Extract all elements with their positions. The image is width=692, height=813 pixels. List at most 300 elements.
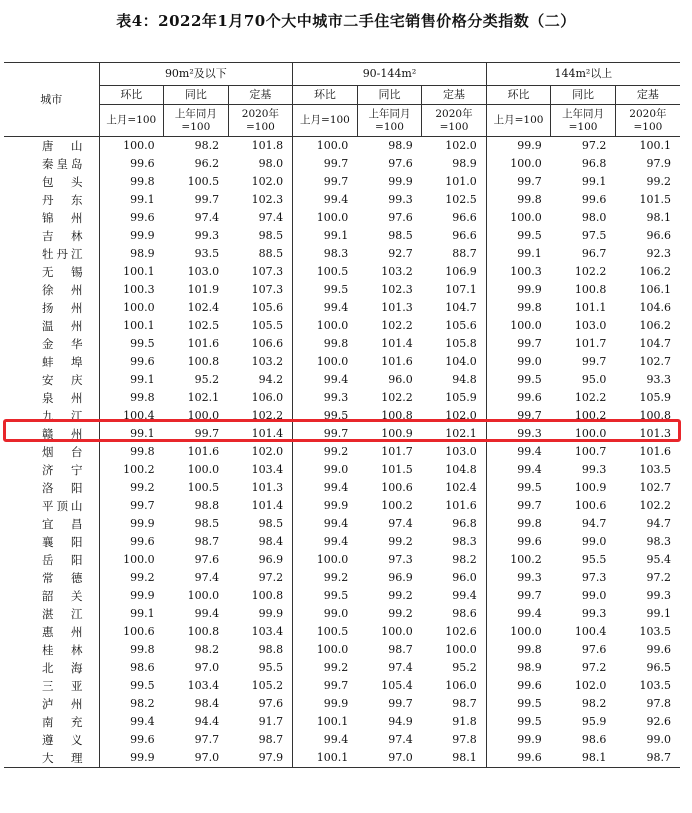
value-cell: 98.2	[130, 697, 155, 710]
highlight-box	[3, 419, 681, 442]
value-cell: 102.3	[228, 191, 293, 209]
value-cell: 100.0	[510, 625, 542, 638]
value-cell: 99.2	[388, 589, 413, 602]
base-header-2020: 2020年=100	[615, 105, 680, 137]
value-cell: 99.7	[517, 589, 542, 602]
value-cell: 101.1	[574, 301, 607, 314]
value-cell: 97.8	[422, 731, 487, 749]
value-cell: 94.2	[228, 371, 293, 389]
value-cell: 101.3	[228, 479, 293, 497]
value-cell: 99.9	[517, 733, 542, 746]
value-cell: 97.2	[581, 661, 607, 674]
value-cell: 100.3	[510, 265, 542, 278]
value-cell: 99.3	[646, 589, 671, 602]
value-cell: 102.2	[381, 391, 413, 404]
value-cell: 100.8	[228, 587, 293, 605]
value-cell: 102.2	[574, 265, 607, 278]
group-header-large: 144m²以上	[486, 63, 680, 86]
value-cell: 102.3	[381, 283, 413, 296]
city-cell: 包头	[4, 173, 99, 191]
value-cell: 99.3	[517, 427, 542, 440]
value-cell: 98.9	[517, 661, 542, 674]
value-cell: 98.3	[646, 535, 671, 548]
value-cell: 97.5	[581, 229, 607, 242]
value-cell: 105.9	[422, 389, 487, 407]
sub-header-fixed-base: 定基	[422, 86, 487, 105]
value-cell: 91.7	[228, 713, 293, 731]
value-cell: 102.4	[187, 301, 220, 314]
city-cell: 无锡	[4, 263, 99, 281]
value-cell: 99.5	[517, 715, 542, 728]
value-cell: 99.0	[646, 733, 671, 746]
value-cell: 98.4	[228, 533, 293, 551]
value-cell: 99.4	[323, 193, 349, 206]
value-cell: 101.6	[639, 445, 671, 458]
value-cell: 93.3	[646, 373, 671, 386]
value-cell: 99.8	[517, 193, 542, 206]
value-cell: 100.8	[574, 283, 607, 296]
value-cell: 107.1	[422, 281, 487, 299]
value-cell: 98.0	[228, 155, 293, 173]
value-cell: 102.0	[228, 173, 293, 191]
city-cell: 牡丹江	[4, 245, 99, 263]
city-cell: 常德	[4, 569, 99, 587]
value-cell: 100.9	[381, 427, 413, 440]
base-header-last-year: 上年同月=100	[357, 105, 422, 137]
value-cell: 103.2	[381, 265, 413, 278]
value-cell: 99.4	[323, 301, 349, 314]
table-row	[4, 263, 680, 281]
value-cell: 100.6	[123, 625, 155, 638]
value-cell: 102.0	[228, 443, 293, 461]
value-cell: 98.2	[194, 643, 220, 656]
table-row	[4, 605, 680, 623]
value-cell: 96.7	[581, 247, 607, 260]
value-cell: 99.3	[194, 229, 220, 242]
value-cell: 99.4	[194, 607, 220, 620]
value-cell: 102.7	[639, 355, 671, 368]
city-cell: 洛阳	[4, 479, 99, 497]
group-header-small: 90m²及以下	[99, 63, 293, 86]
value-cell: 100.5	[187, 481, 220, 494]
value-cell: 102.0	[422, 137, 487, 156]
table-row	[4, 551, 680, 569]
value-cell: 99.9	[517, 283, 542, 296]
value-cell: 99.5	[130, 679, 155, 692]
value-cell: 106.0	[422, 677, 487, 695]
value-cell: 94.9	[388, 715, 413, 728]
value-cell: 98.5	[194, 517, 220, 530]
value-cell: 99.7	[130, 499, 155, 512]
sub-header-fixed-base: 定基	[615, 86, 680, 105]
value-cell: 99.6	[130, 211, 155, 224]
value-cell: 98.6	[581, 733, 607, 746]
value-cell: 99.3	[388, 193, 413, 206]
value-cell: 105.6	[228, 299, 293, 317]
value-cell: 99.8	[130, 643, 155, 656]
value-cell: 100.0	[123, 553, 155, 566]
table-row	[4, 209, 680, 227]
table-row	[4, 335, 680, 353]
city-cell: 泸州	[4, 695, 99, 713]
price-index-table	[4, 62, 680, 768]
city-cell: 三亚	[4, 677, 99, 695]
value-cell: 97.6	[194, 553, 220, 566]
value-cell: 97.6	[228, 695, 293, 713]
value-cell: 96.9	[228, 551, 293, 569]
value-cell: 99.7	[194, 427, 220, 440]
value-cell: 100.2	[574, 409, 607, 422]
value-cell: 99.6	[130, 733, 155, 746]
base-header-last-month: 上月=100	[293, 105, 358, 137]
value-cell: 99.5	[323, 283, 349, 296]
value-cell: 99.2	[130, 481, 155, 494]
value-cell: 97.4	[388, 733, 413, 746]
value-cell: 100.8	[187, 625, 220, 638]
value-cell: 100.0	[123, 139, 155, 152]
value-cell: 99.8	[130, 445, 155, 458]
value-cell: 97.3	[581, 571, 607, 584]
city-cell: 济宁	[4, 461, 99, 479]
value-cell: 100.0	[574, 427, 607, 440]
value-cell: 99.6	[581, 193, 607, 206]
value-cell: 96.8	[581, 157, 607, 170]
value-cell: 97.4	[228, 209, 293, 227]
value-cell: 97.9	[646, 157, 671, 170]
city-cell: 平顶山	[4, 497, 99, 515]
city-cell: 金华	[4, 335, 99, 353]
base-header-last-month: 上月=100	[486, 105, 551, 137]
value-cell: 98.1	[422, 749, 487, 768]
value-cell: 106.6	[228, 335, 293, 353]
value-cell: 97.4	[388, 517, 413, 530]
city-cell: 唐山	[4, 137, 99, 156]
value-cell: 99.0	[581, 535, 607, 548]
value-cell: 88.5	[228, 245, 293, 263]
value-cell: 100.0	[316, 319, 349, 332]
value-cell: 99.9	[130, 589, 155, 602]
value-cell: 96.9	[388, 571, 413, 584]
value-cell: 98.2	[581, 697, 607, 710]
value-cell: 99.7	[581, 355, 607, 368]
value-cell: 104.7	[422, 299, 487, 317]
value-cell: 101.5	[639, 193, 671, 206]
value-cell: 97.6	[581, 643, 607, 656]
value-cell: 99.7	[323, 157, 349, 170]
value-cell: 99.6	[486, 749, 551, 768]
value-cell: 103.4	[228, 623, 293, 641]
value-cell: 97.4	[194, 571, 220, 584]
sub-header-yoy: 同比	[164, 86, 229, 105]
value-cell: 95.0	[581, 373, 607, 386]
table-row	[4, 695, 680, 713]
value-cell: 99.6	[517, 679, 542, 692]
value-cell: 100.5	[316, 265, 349, 278]
value-cell: 100.5	[187, 175, 220, 188]
city-cell: 惠州	[4, 623, 99, 641]
value-cell: 95.2	[422, 659, 487, 677]
value-cell: 103.0	[422, 443, 487, 461]
value-cell: 99.8	[130, 391, 155, 404]
value-cell: 105.4	[381, 679, 413, 692]
value-cell: 99.4	[323, 535, 349, 548]
value-cell: 100.0	[316, 355, 349, 368]
city-cell: 扬州	[4, 299, 99, 317]
value-cell: 101.7	[381, 445, 413, 458]
value-cell: 99.7	[323, 175, 349, 188]
value-cell: 99.1	[130, 193, 155, 206]
city-cell: 泉州	[4, 389, 99, 407]
city-cell: 蚌埠	[4, 353, 99, 371]
value-cell: 99.3	[323, 391, 349, 404]
value-cell: 94.8	[422, 371, 487, 389]
value-cell: 104.6	[639, 301, 671, 314]
value-cell: 98.8	[194, 499, 220, 512]
value-cell: 94.4	[194, 715, 220, 728]
value-cell: 99.5	[130, 337, 155, 350]
value-cell: 99.9	[517, 139, 542, 152]
value-cell: 100.0	[187, 409, 220, 422]
value-cell: 88.7	[422, 245, 487, 263]
value-cell: 102.2	[574, 391, 607, 404]
value-cell: 100.0	[422, 641, 487, 659]
value-cell: 97.7	[194, 733, 220, 746]
value-cell: 96.2	[194, 157, 220, 170]
value-cell: 104.7	[639, 337, 671, 350]
table-row	[4, 281, 680, 299]
value-cell: 99.7	[388, 697, 413, 710]
value-cell: 99.3	[581, 607, 607, 620]
table-row	[4, 371, 680, 389]
value-cell: 100.0	[316, 211, 349, 224]
table-row	[4, 245, 680, 263]
value-cell: 96.6	[646, 229, 671, 242]
value-cell: 98.5	[228, 227, 293, 245]
value-cell: 97.3	[388, 553, 413, 566]
value-cell: 100.2	[381, 499, 413, 512]
value-cell: 100.0	[381, 625, 413, 638]
value-cell: 99.6	[646, 643, 671, 656]
value-cell: 100.8	[639, 409, 671, 422]
value-cell: 100.8	[187, 355, 220, 368]
value-cell: 91.8	[422, 713, 487, 731]
table-row	[4, 641, 680, 659]
city-cell: 九江	[4, 407, 99, 425]
value-cell: 100.1	[316, 715, 349, 728]
table-row	[4, 389, 680, 407]
value-cell: 99.9	[99, 749, 164, 768]
value-cell: 98.3	[323, 247, 349, 260]
value-cell: 103.4	[187, 679, 220, 692]
value-cell: 102.1	[187, 391, 220, 404]
value-cell: 99.6	[517, 391, 542, 404]
value-cell: 100.5	[316, 625, 349, 638]
value-cell: 95.5	[581, 553, 607, 566]
value-cell: 99.1	[130, 373, 155, 386]
value-cell: 99.1	[517, 247, 542, 260]
value-cell: 100.1	[123, 319, 155, 332]
value-cell: 98.1	[551, 749, 616, 768]
value-cell: 99.1	[323, 229, 349, 242]
value-cell: 99.5	[517, 373, 542, 386]
value-cell: 93.5	[194, 247, 220, 260]
value-cell: 97.6	[388, 211, 413, 224]
value-cell: 105.5	[228, 317, 293, 335]
value-cell: 100.2	[510, 553, 542, 566]
value-cell: 95.2	[194, 373, 220, 386]
value-cell: 103.0	[574, 319, 607, 332]
value-cell: 103.5	[639, 679, 671, 692]
table-row	[4, 749, 680, 768]
value-cell: 99.4	[323, 481, 349, 494]
value-cell: 97.8	[646, 697, 671, 710]
value-cell: 99.4	[323, 373, 349, 386]
city-cell: 吉林	[4, 227, 99, 245]
value-cell: 96.6	[422, 227, 487, 245]
base-header-2020: 2020年=100	[422, 105, 487, 137]
value-cell: 99.5	[323, 409, 349, 422]
table-row	[4, 155, 680, 173]
city-cell: 襄阳	[4, 533, 99, 551]
base-header-last-year: 上年同月=100	[551, 105, 616, 137]
value-cell: 97.4	[388, 661, 413, 674]
value-cell: 94.7	[646, 517, 671, 530]
value-cell: 104.8	[422, 461, 487, 479]
value-cell: 99.5	[517, 481, 542, 494]
value-cell: 106.2	[639, 319, 671, 332]
value-cell: 97.0	[357, 749, 422, 768]
value-cell: 98.5	[388, 229, 413, 242]
city-cell: 宜昌	[4, 515, 99, 533]
city-cell: 温州	[4, 317, 99, 335]
value-cell: 101.5	[381, 463, 413, 476]
value-cell: 100.8	[381, 409, 413, 422]
value-cell: 102.4	[422, 479, 487, 497]
table-row	[4, 479, 680, 497]
table-row	[4, 623, 680, 641]
value-cell: 98.0	[581, 211, 607, 224]
table-row	[4, 173, 680, 191]
value-cell: 97.2	[581, 139, 607, 152]
value-cell: 99.6	[130, 355, 155, 368]
table-title: 表4：2022年1月70个大中城市二手住宅销售价格分类指数（二）	[116, 12, 576, 30]
city-cell: 韶关	[4, 587, 99, 605]
value-cell: 99.8	[517, 643, 542, 656]
city-cell: 遵义	[4, 731, 99, 749]
value-cell: 92.6	[646, 715, 671, 728]
sub-header-mom: 环比	[293, 86, 358, 105]
city-cell: 赣州	[4, 425, 99, 443]
value-cell: 101.6	[187, 337, 220, 350]
value-cell: 98.3	[422, 533, 487, 551]
value-cell: 105.9	[639, 391, 671, 404]
value-cell: 100.6	[381, 481, 413, 494]
table-body	[4, 137, 680, 768]
value-cell: 99.4	[517, 463, 542, 476]
value-cell: 99.0	[323, 607, 349, 620]
value-cell: 99.6	[130, 535, 155, 548]
table-row	[4, 137, 680, 156]
value-cell: 100.9	[574, 481, 607, 494]
city-cell: 大理	[4, 749, 99, 768]
value-cell: 96.0	[422, 569, 487, 587]
value-cell: 100.0	[316, 643, 349, 656]
value-cell: 101.0	[422, 173, 487, 191]
value-cell: 100.0	[316, 553, 349, 566]
value-cell: 96.6	[422, 209, 487, 227]
sub-header-yoy: 同比	[551, 86, 616, 105]
value-cell: 99.7	[517, 175, 542, 188]
value-cell: 105.6	[422, 317, 487, 335]
value-cell: 101.4	[228, 497, 293, 515]
sub-header-fixed-base: 定基	[228, 86, 293, 105]
value-cell: 102.2	[639, 499, 671, 512]
value-cell: 100.0	[316, 139, 349, 152]
value-cell: 101.8	[228, 137, 293, 156]
value-cell: 99.2	[323, 661, 349, 674]
value-cell: 100.0	[510, 319, 542, 332]
value-cell: 98.7	[228, 731, 293, 749]
value-cell: 99.4	[517, 607, 542, 620]
value-cell: 99.1	[581, 175, 607, 188]
city-cell: 南充	[4, 713, 99, 731]
value-cell: 101.6	[381, 355, 413, 368]
value-cell: 98.1	[646, 211, 671, 224]
value-cell: 99.5	[517, 229, 542, 242]
value-cell: 100.0	[123, 301, 155, 314]
value-cell: 99.9	[228, 605, 293, 623]
table-row	[4, 659, 680, 677]
sub-header-mom: 环比	[486, 86, 551, 105]
value-cell: 100.0	[187, 463, 220, 476]
value-cell: 102.5	[187, 319, 220, 332]
value-cell: 99.4	[323, 733, 349, 746]
value-cell: 100.6	[574, 499, 607, 512]
value-cell: 106.9	[422, 263, 487, 281]
value-cell: 99.4	[517, 445, 542, 458]
table-row	[4, 497, 680, 515]
value-cell: 98.2	[194, 139, 220, 152]
value-cell: 102.0	[422, 407, 487, 425]
value-cell: 101.4	[228, 425, 293, 443]
table-row	[4, 533, 680, 551]
value-cell: 99.1	[646, 607, 671, 620]
table-row	[4, 731, 680, 749]
city-cell: 锦州	[4, 209, 99, 227]
value-cell: 99.8	[323, 337, 349, 350]
city-cell: 湛江	[4, 605, 99, 623]
value-cell: 99.0	[517, 355, 542, 368]
value-cell: 98.6	[422, 605, 487, 623]
table-row	[4, 587, 680, 605]
city-cell: 北海	[4, 659, 99, 677]
value-cell: 99.7	[323, 427, 349, 440]
table-row	[4, 299, 680, 317]
value-cell: 99.9	[130, 229, 155, 242]
value-cell: 99.2	[646, 175, 671, 188]
value-cell: 103.2	[228, 353, 293, 371]
value-cell: 99.9	[388, 175, 413, 188]
value-cell: 99.2	[323, 571, 349, 584]
table-row	[4, 191, 680, 209]
value-cell: 103.0	[187, 265, 220, 278]
value-cell: 106.1	[639, 283, 671, 296]
value-cell: 99.5	[323, 589, 349, 602]
value-cell: 102.6	[422, 623, 487, 641]
value-cell: 98.7	[615, 749, 680, 768]
value-cell: 97.0	[194, 661, 220, 674]
value-cell: 100.1	[293, 749, 358, 768]
